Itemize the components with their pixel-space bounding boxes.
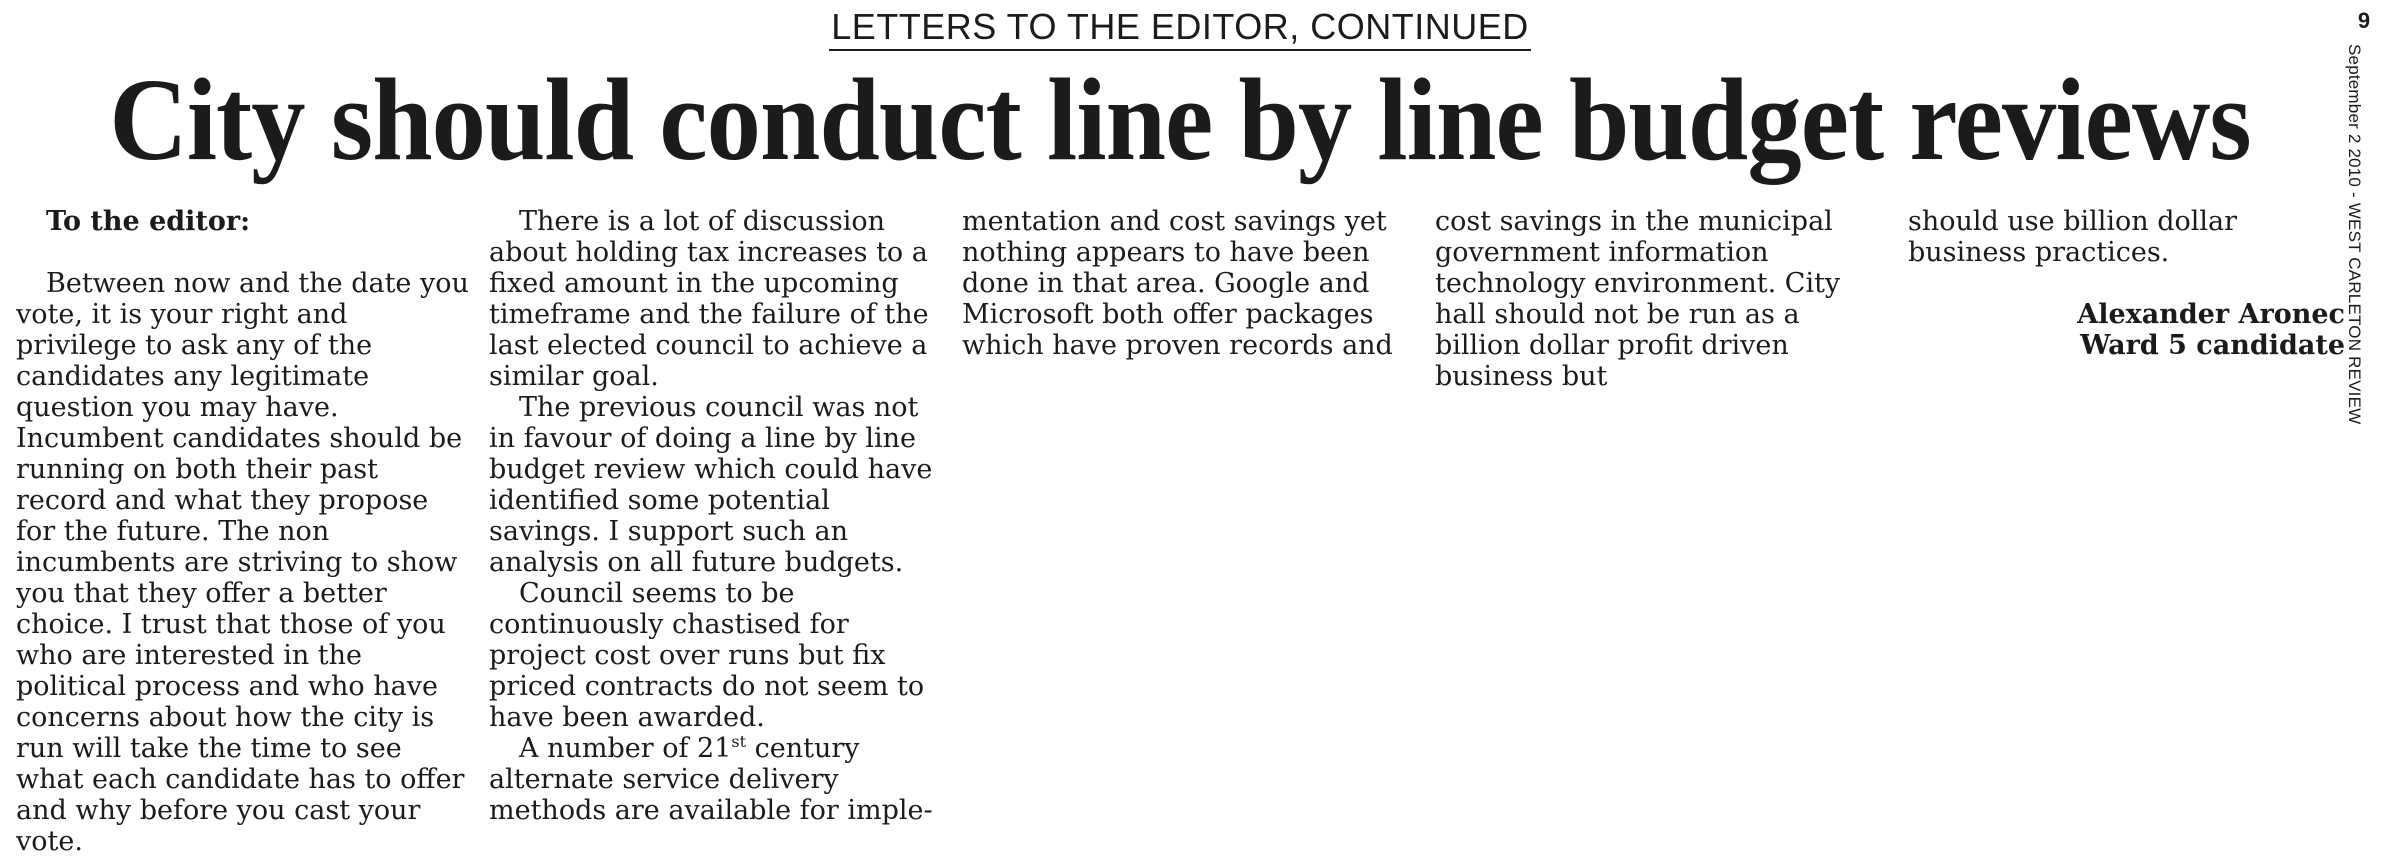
paragraph-1: Between now and the date you vote, it is your right and privilege to ask any of the candidates any legitimate question you may have. Incumbent candidates should be running on both their past record and what they propose for the future. The non incumbents are striving to show you that they offer a better choice. I trust that those of you who are interested in the political process and who have concerns about how the city is run will take the time to see what each candidate has to offer and why before you cast your vote.: [16, 268, 469, 857]
paragraph-2: There is a lot of discussion about holding tax increases to a fixed amount in the upcoming timeframe and the failure of the last elected council to achieve a similar goal.: [489, 206, 929, 392]
signature-name: Alexander Aronec: [2077, 299, 2345, 330]
column-5-text: should use billion dollar business practices.: [1908, 206, 2238, 268]
salutation: To the editor:: [46, 206, 251, 237]
paragraph-5-continued: century alternate service delivery methods are available for imple-: [489, 733, 933, 826]
paragraph-5-start: A number of 21: [519, 733, 732, 764]
column-2: [489, 206, 944, 826]
column-3: [962, 206, 1417, 361]
section-label: [0, 6, 2360, 48]
paragraph-4: Council seems to be continuously chastised for project cost over runs but fix priced contracts do not seem to have been awarded.: [489, 578, 925, 733]
column-5: [1908, 206, 2345, 361]
column-3-text: mentation and cost savings yet nothing appears to have been done in that area. Google and Microsoft both offer packages which have proven records and: [962, 206, 1393, 361]
section-label-text: LETTERS TO THE EDITOR, CONTINUED: [829, 6, 1530, 51]
page-number: 9: [2357, 8, 2371, 33]
headline: City should conduct line by line budget reviews: [109, 54, 2251, 185]
ordinal-suffix: st: [731, 732, 747, 751]
column-4-text: cost savings in the municipal government information technology environment. City hall should not be run as a billion dollar profit driven business but: [1435, 206, 1841, 392]
column-1: [16, 206, 471, 857]
folio: September 2 2010 - WEST CARLETON REVIEW: [2345, 44, 2364, 425]
signature-title: Ward 5 candidate: [2080, 330, 2345, 361]
paragraph-5: [489, 733, 944, 826]
column-4: [1435, 206, 1890, 392]
paragraph-3: The previous council was not in favour of doing a line by line budget review which could have identified some potential savings. I support such an analysis on all future budgets.: [489, 392, 933, 578]
